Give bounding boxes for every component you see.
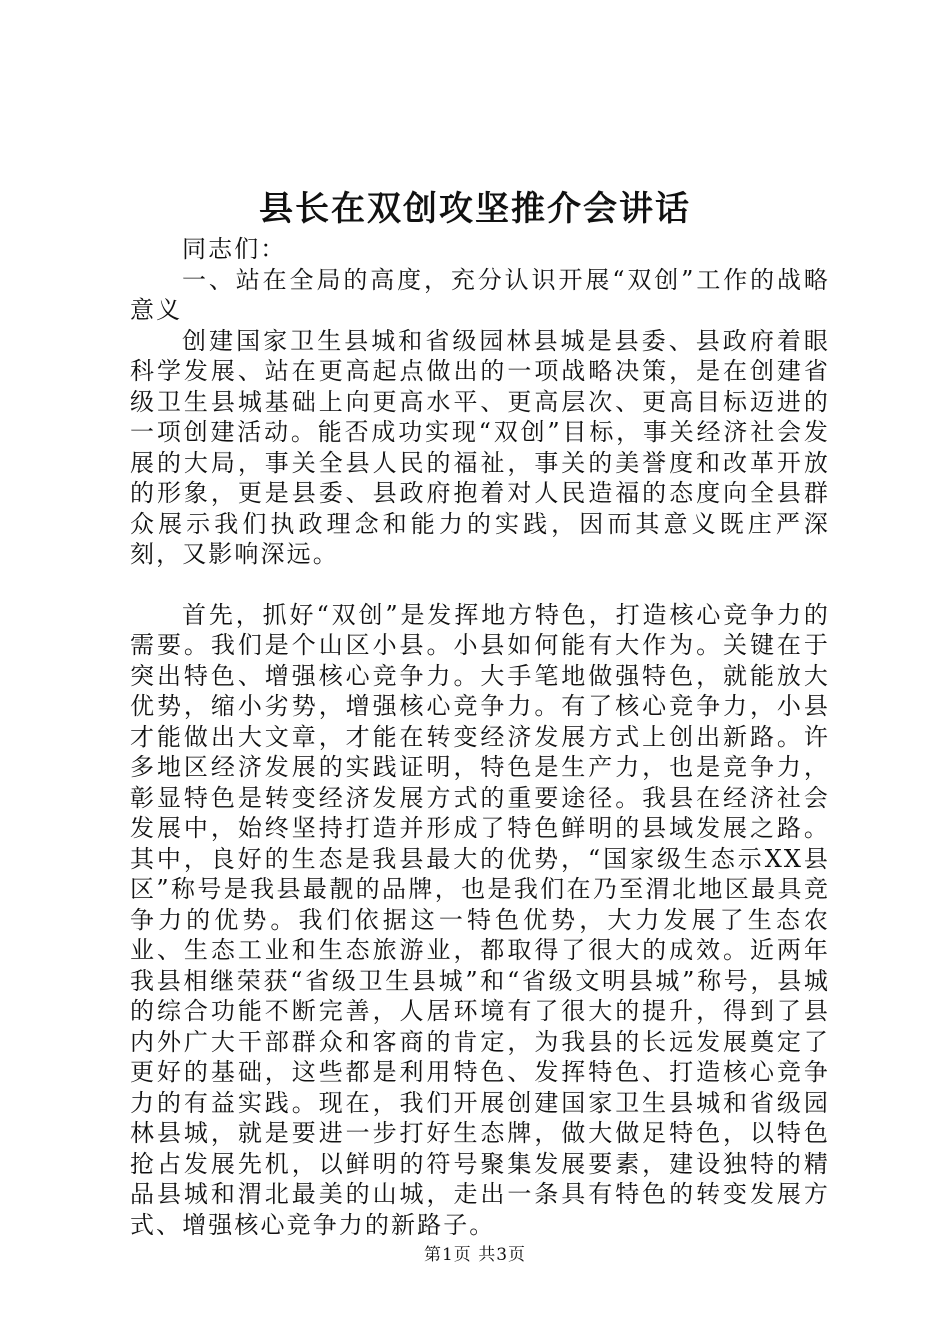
document-body: [130, 234, 830, 1240]
section-heading: 一、站在全局的高度，充分认识开展“双创”工作的战略意义: [130, 265, 830, 324]
salutation: 同志们：: [182, 235, 287, 263]
paragraph: 创建国家卫生县城和省级园林县城是县委、县政府着眼科学发展、站在更高起点做出的一项战略决策，是在创建省级卫生县城基础上向更高水平、更高层次、更高目标迈进的一项创建活动。能否成功实现“双创”目标，事关经济社会发展的大局，事关全县人民的福祉，事关的美誉度和改革开放的形象，更是县委、县政府抱着对人民造福的态度向全县群众展示我们执政理念和能力的实践，因而其意义既庄严深刻，又影响深远。: [130, 326, 830, 568]
document-title: 县长在双创攻坚推介会讲话: [259, 189, 691, 229]
page-indicator: 第1页 共3页: [423, 1245, 527, 1265]
paragraph: 首先，抓好“双创”是发挥地方特色，打造核心竞争力的需要。我们是个山区小县。小县如何能有大作为。关键在于突出特色、增强核心竞争力。大手笔地做强特色，就能放大优势，缩小劣势，增强核心竞争力。有了核心竞争力，小县才能做出大文章，才能在转变经济发展方式上创出新路。许多地区经济发展的实践证明，特色是生产力，也是竞争力，彰显特色是转变经济发展方式的重要途径。我县在经济社会发展中，始终坚持打造并形成了特色鲜明的县域发展之路。其中，良好的生态是我县最大的优势，“国家级生态示XX县区”称号是我县最靓的品牌，也是我们在乃至渭北地区最具竞争力的优势。我们依据这一特色优势，大力发展了生态农业、生态工业和生态旅游业，都取得了很大的成效。近两年我县相继荣获“省级卫生县城”和“省级文明县城”称号，县城的综合功能不断完善，人居环境有了很大的提升，得到了县内外广大干部群众和客商的肯定，为我县的长远发展奠定了更好的基础，这些都是利用特色、发挥特色、打造核心竞争力的有益实践。现在，我们开展创建国家卫生县城和省级园林县城，就是要进一步打好生态牌，做大做足特色，以特色抢占发展先机，以鲜明的符号聚集发展要素，建设独特的精品县城和渭北最美的山城，走出一条具有特色的转变发展方式、增强核心竞争力的新路子。: [130, 600, 830, 1239]
